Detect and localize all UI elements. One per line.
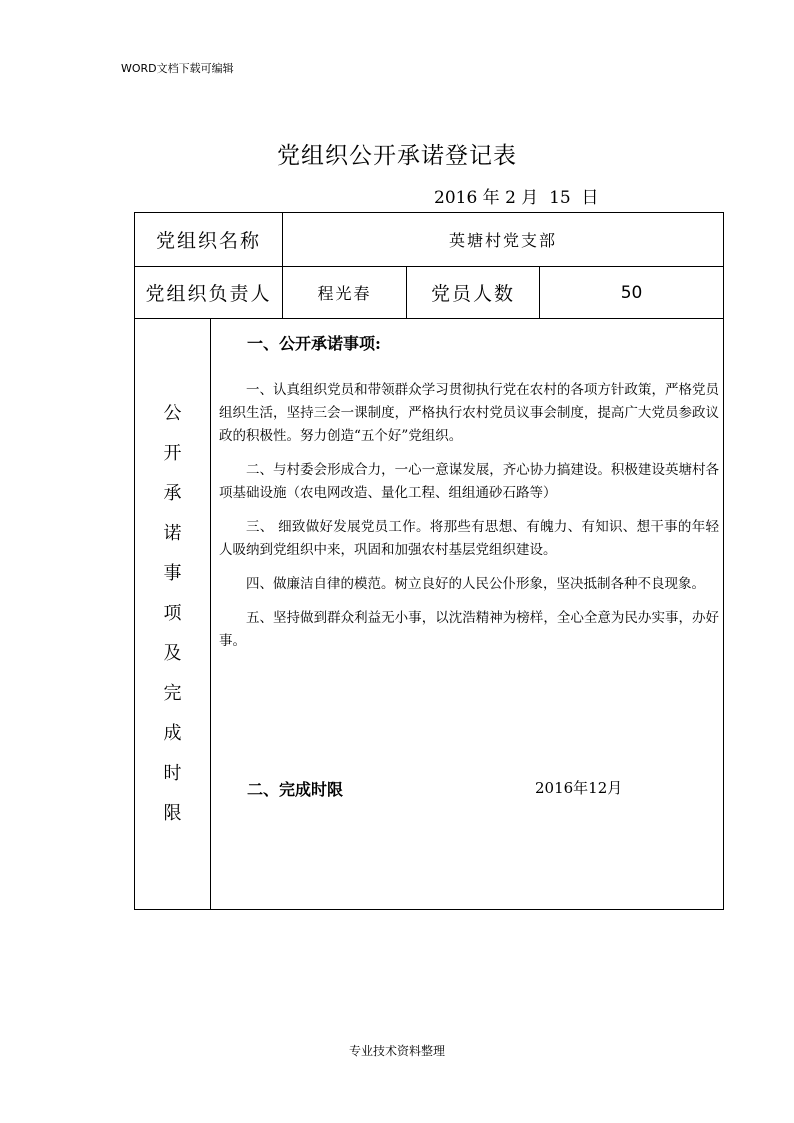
leader-label: 党组织负责人 [135,267,283,319]
side-char: 承 [163,483,182,504]
members-value: 50 [540,267,724,319]
section-deadline-title: 二、完成时限 [247,780,344,799]
org-name-label: 党组织名称 [135,213,283,267]
section-commitments-title: 一、公开承诺事项: [247,334,381,353]
commitment-item: 三、 细致做好发展党员工作。将那些有思想、有魄力、有知识、想干事的年轻人吸纳到党组织中来，巩固和加强农村基层党组织建设。 [219,519,719,558]
side-char: 诺 [163,523,182,544]
page-footer: 专业技术资料整理 [348,1044,445,1058]
commitment-item: 五、坚持做到群众利益无小事，以沈浩精神为榜样，全心全意为民办实事，办好事。 [219,610,719,649]
commitment-item: 二、与村委会形成合力，一心一意谋发展，齐心协力搞建设。积极建设英塘村各项基础设施（农电网改造、量化工程、组组通砂石路等） [219,462,719,501]
org-name-row [135,213,724,267]
commitment-row [135,319,724,910]
page-header: WORD文档下载可编辑 [121,62,234,75]
side-char: 公 [163,403,182,424]
side-char: 开 [163,443,182,464]
commitment-item: 一、认真组织党员和带领群众学习贯彻执行党在农村的各项方针政策，严格党员组织生活，坚持三会一课制度，严格执行农村党员议事会制度，提高广大党员参政议政的积极性。努力创造“五个好”党组织。 [219,382,719,444]
commitment-side-label [135,319,211,910]
side-char: 时 [163,763,182,784]
members-label: 党员人数 [407,267,540,319]
registration-table [134,212,724,910]
leader-value: 程光春 [283,267,407,319]
commitment-content [211,319,724,910]
side-char: 限 [163,803,182,824]
deadline-value: 2016年12月 [535,779,623,797]
side-char: 成 [163,723,182,744]
document-title: 党组织公开承诺登记表 [277,143,517,169]
commitment-item: 四、做廉洁自律的模范。树立良好的人民公仆形象，坚决抵制各种不良现象。 [246,576,705,592]
side-char: 完 [163,683,182,704]
side-char: 事 [163,563,182,584]
deadline-line [247,777,623,800]
org-name-value: 英塘村党支部 [283,213,724,267]
leader-row [135,267,724,319]
side-char: 项 [163,603,182,624]
side-char: 及 [163,643,182,664]
registration-date: 2016 年 2 月 15 日 [434,188,599,208]
commitment-list [219,379,719,664]
